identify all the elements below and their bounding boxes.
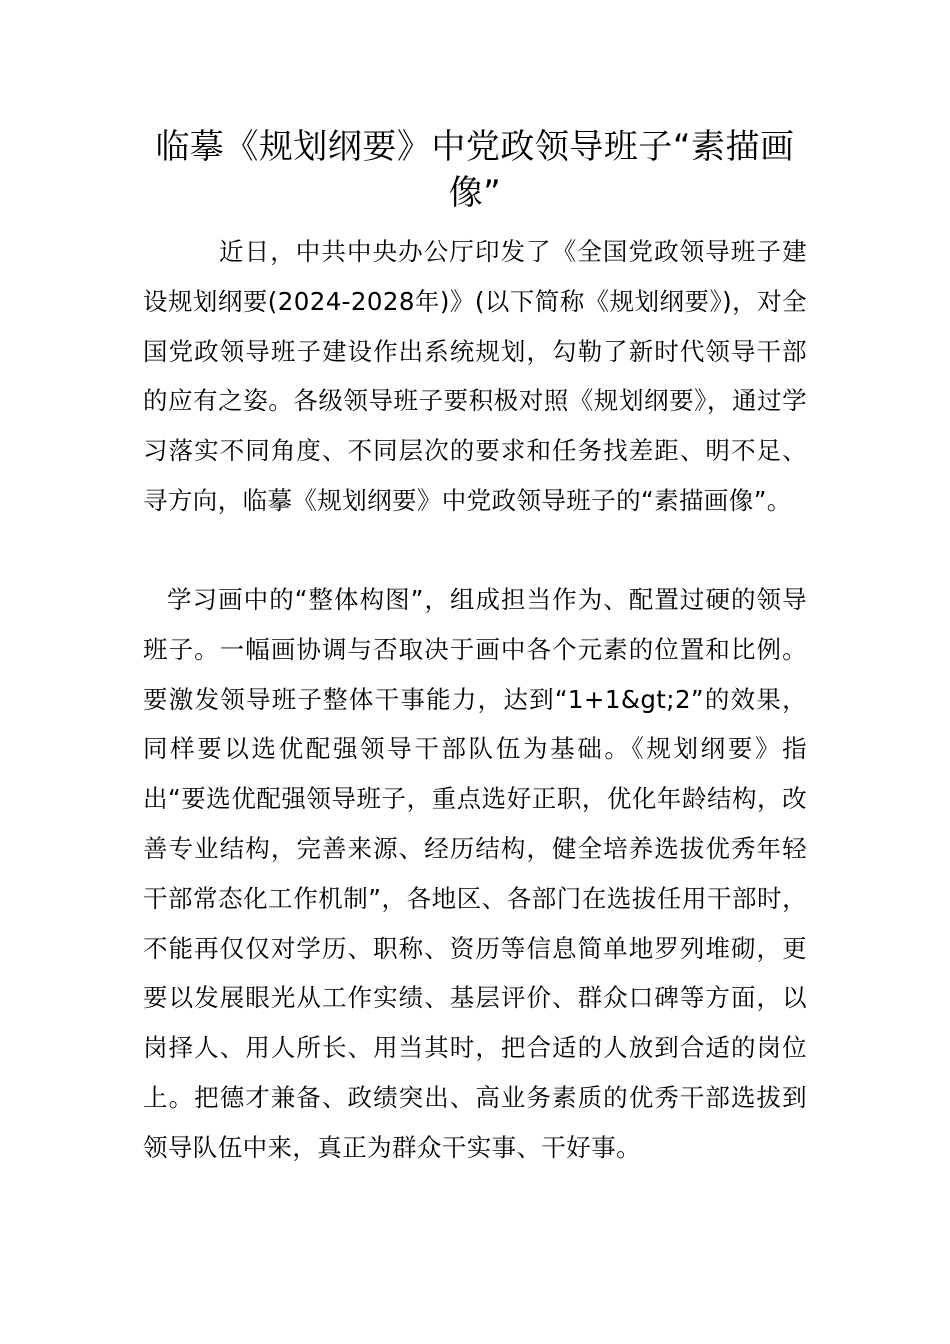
document-title: 临摹《规划纲要》中党政领导班子“素描画像” [155, 127, 795, 213]
paragraph-intro: 近日，中共中央办公厅印发了《全国党政领导班子建设规划纲要(2024-2028年)》(以下简称《规划纲要》)，对全国党政领导班子建设作出系统规划，勾勒了新时代领导干部的应有之姿。各级领导班子要积极对照《规划纲要》，通过学习落实不同角度、不同层次的要求和任务找差距、明不足、寻方向，临摹《规划纲要》中党政领导班子的“素描画像”。 [143, 237, 807, 515]
paragraph-composition: 学习画中的“整体构图”，组成担当作为、配置过硬的领导班子。一幅画协调与否取决于画中各个元素的位置和比例。要激发领导班子整体干事能力，达到“1+1&gt;2”的效果，同样要以选优配强领导干部队伍为基础。《规划纲要》指出“要选优配强领导班子，重点选好正职，优化年龄结构，改善专业结构，完善来源、经历结构，健全培养选拔优秀年轻干部常态化工作机制”，各地区、各部门在选拔任用干部时，不能再仅仅对学历、职称、资历等信息简单地罗列堆砌，更要以发展眼光从工作实绩、基层评价、群众口碑等方面，以岗择人、用人所长、用当其时，把合适的人放到合适的岗位上。把德才兼备、政绩突出、高业务素质的优秀干部选拔到领导队伍中来，真正为群众干实事、干好事。 [143, 585, 807, 1162]
